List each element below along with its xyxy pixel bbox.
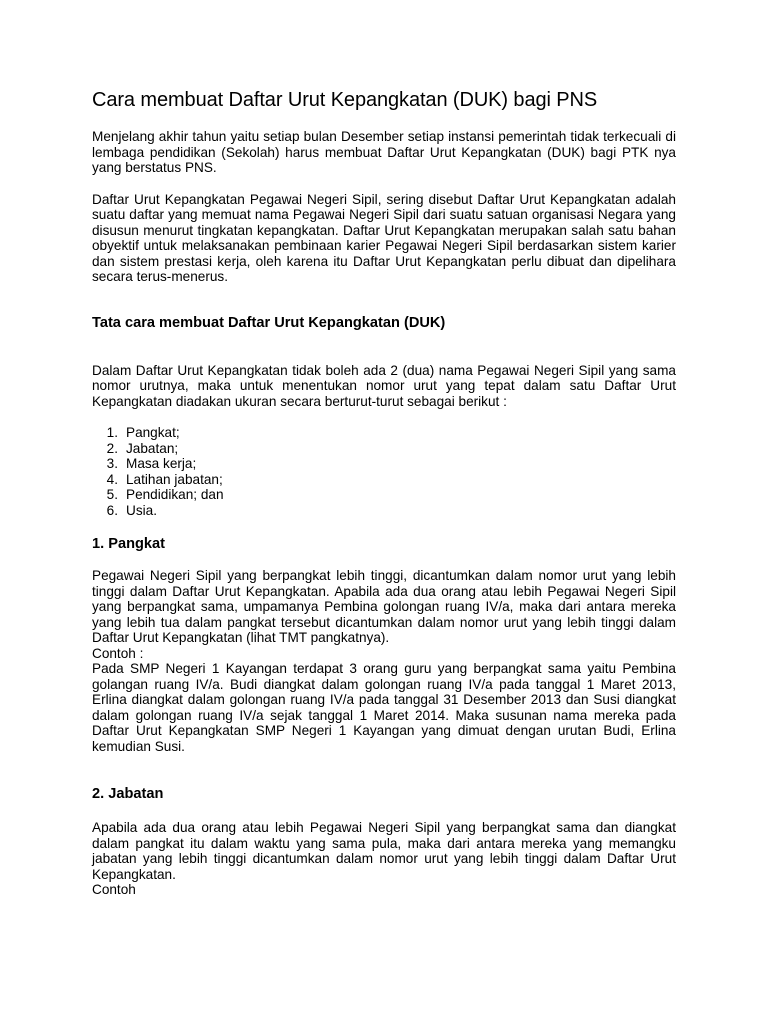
jabatan-body-text: Apabila ada dua orang atau lebih Pegawai Negeri Sipil yang berpangkat sama dan diangkat dalam pangkat itu dalam waktu yang sama pula, maka dari antara mereka yang memangku jabatan yang lebih tinggi dicantumkan dalam nomor urut yang lebih tinggi dalam Daftar Urut Kepangkatan.	[92, 820, 676, 882]
pangkat-body-text: Pegawai Negeri Sipil yang berpangkat lebih tinggi, dicantumkan dalam nomor urut yang lebih tinggi dalam Daftar Urut Kepangkatan. Apabila ada dua orang atau lebih Pegawai Negeri Sipil yang berpangkat sama, umpamanya Pembina golongan ruang IV/a, maka dari antara mereka yang lebih tua dalam pangkat tersebut dicantumkan dalam nomor urut yang lebih tinggi dalam Daftar Urut Kepangkatan (lihat TMT pangkatnya).	[92, 568, 676, 645]
pangkat-section-body	[92, 568, 676, 754]
list-item	[92, 472, 676, 488]
list-item-text: Latihan jabatan;	[126, 471, 223, 487]
criteria-list	[92, 425, 676, 518]
list-item-number: 4.	[106, 471, 118, 487]
list-item	[92, 441, 676, 457]
pangkat-example-text: Pada SMP Negeri 1 Kayangan terdapat 3 orang guru yang berpangkat sama yaitu Pembina golangan ruang IV/a. Budi diangkat dalam golongan ruang IV/a pada tanggal 1 Maret 2013, Erlina diangkat dalam golongan ruang IV/a pada tanggal 31 Desember 2013 dan Susi diangkat dalam golongan ruang IV/a sejak tanggal 1 Maret 2014. Maka susunan nama mereka pada Daftar Urut Kepangkatan SMP Negeri 1 Kayangan yang dimuat dengan urutan Budi, Erlina kemudian Susi.	[92, 661, 676, 754]
list-item-text: Pendidikan; dan	[126, 487, 224, 502]
document-title: Cara membuat Daftar Urut Kepangkatan (DUK) bagi PNS	[92, 89, 598, 111]
procedure-heading: Tata cara membuat Daftar Urut Kepangkatan (DUK)	[92, 314, 446, 331]
list-item-number: 3.	[106, 456, 118, 471]
list-item-text: Pangkat;	[126, 425, 180, 440]
intro-paragraph: Menjelang akhir tahun yaitu setiap bulan Desember setiap instansi pemerintah tidak terkecuali di lembaga pendidikan (Sekolah) harus membuat Daftar Urut Kepangkatan (DUK) bagi PTK nya yang berstatus PNS.	[92, 129, 676, 175]
list-item	[92, 487, 676, 503]
list-item	[92, 425, 676, 441]
document-page	[92, 86, 676, 898]
jabatan-section-body	[92, 820, 676, 898]
list-item-text: Usia.	[126, 502, 157, 518]
list-item-number: 1.	[106, 425, 118, 440]
list-item-number: 6.	[106, 502, 118, 518]
pangkat-heading: 1. Pangkat	[92, 536, 165, 552]
pangkat-example-label: Contoh :	[92, 645, 144, 661]
list-item	[92, 456, 676, 472]
list-item-number: 5.	[106, 487, 118, 502]
definition-paragraph: Daftar Urut Kepangkatan Pegawai Negeri Sipil, sering disebut Daftar Urut Kepangkatan adalah suatu daftar yang memuat nama Pegawai Negeri Sipil dari suatu satuan organisasi Negara yang disusun menurut tingkatan kepangkatan. Daftar Urut Kepangkatan merupakan salah satu bahan obyektif untuk melaksanakan pembinaan karier Pegawai Negeri Sipil berdasarkan sistem karier dan sistem prestasi kerja, oleh karena itu Daftar Urut Kepangkatan perlu dibuat dan dipelihara secara terus-menerus.	[92, 191, 676, 284]
list-item-text: Masa kerja;	[126, 456, 197, 471]
list-item-number: 2.	[106, 440, 118, 456]
list-item-text: Jabatan;	[126, 440, 179, 456]
list-item	[92, 503, 676, 519]
duk-intro-paragraph: Dalam Daftar Urut Kepangkatan tidak boleh ada 2 (dua) nama Pegawai Negeri Sipil yang sama nomor urutnya, maka untuk menentukan nomor urut yang tepat dalam satu Daftar Urut Kepangkatan diadakan ukuran secara berturut-turut sebagai berikut :	[92, 362, 676, 409]
jabatan-example-label: Contoh	[92, 882, 136, 897]
jabatan-heading: 2. Jabatan	[92, 786, 164, 802]
